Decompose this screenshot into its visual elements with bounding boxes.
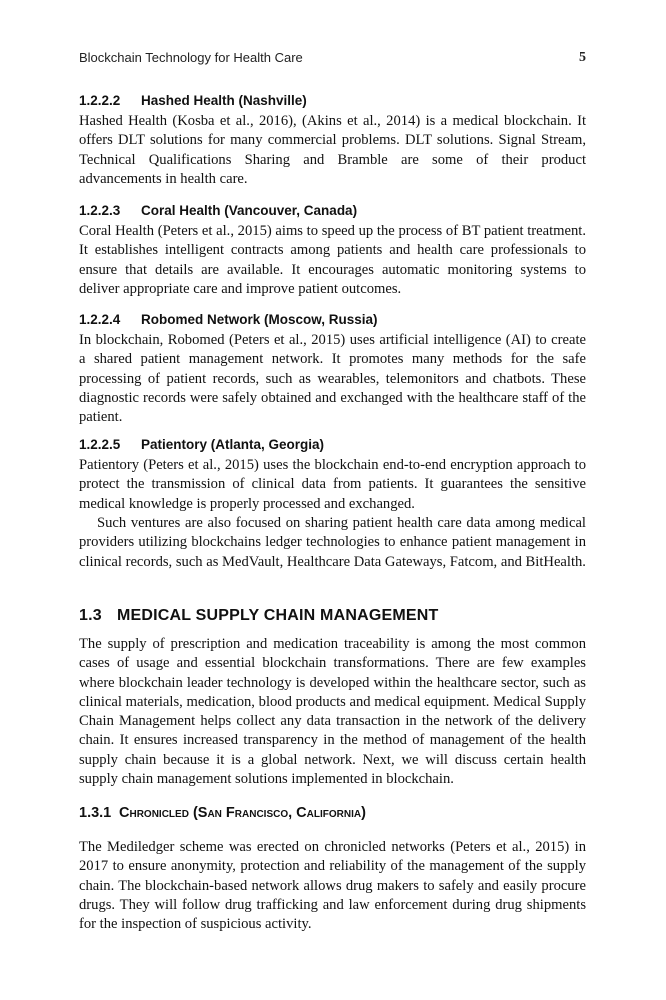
subsection-heading bbox=[79, 805, 366, 821]
section-number: 1.2.2.5 bbox=[79, 437, 121, 452]
section-heading bbox=[79, 93, 307, 108]
section-heading bbox=[79, 312, 378, 327]
section-number: 1.2.2.4 bbox=[79, 312, 121, 327]
section-heading bbox=[79, 437, 324, 452]
section-heading bbox=[79, 203, 357, 218]
page-number: 5 bbox=[579, 50, 586, 65]
section-number: 1.2.2.2 bbox=[79, 93, 121, 108]
paragraph: In blockchain, Robomed (Peters et al., 2015) uses artificial intelligence (AI) to create a shared patient management network. It promotes many methods for the safe processing of patient records, such as wearables, telemonitors and chatbots. These diagnostic records were safely obtained and exchanged with the healthcare staff of the patient. bbox=[79, 332, 586, 426]
paragraph: The Mediledger scheme was erected on chronicled networks (Peters et al., 2015) in 2017 to ensure anonymity, protection and reliability of the management of the supply chain. The blockchain-based network allows drug makers to safely and easily procure drugs. They will follow drug trafficking and law enforcement during drug shipments for the inspection of suspicious activity. bbox=[79, 839, 586, 933]
paragraph: Coral Health (Peters et al., 2015) aims to speed up the process of BT patient treatment. It establishes intelligent contracts among patients and health care professionals to ensure that details are available. It encourages automatic monitoring systems to deliver appropriate care and improve patient outcomes. bbox=[79, 223, 586, 297]
paragraph: The supply of prescription and medication traceability is among the most common cases of usage and essential blockchain transformations. There are few examples where blockchain leader technology is developed within the healthcare sector, such as clinical materials, medication, blood products and medical equipment. Medical Supply Chain Management helps collect any data transaction in the network of the delivery chain. It ensures increased transparency in the method of management of the health supply chain because it is a global network. Next, we will discuss certain health supply chain management solutions implemented in blockchain. bbox=[79, 636, 586, 788]
paragraph: Hashed Health (Kosba et al., 2016), (Akins et al., 2014) is a medical blockchain. It offers DLT solutions for many commercial problems. DLT solutions. Signal Stream, Technical Qualifications Sharing and Bramble are some of their product advancements in health care. bbox=[79, 113, 586, 187]
section-number: 1.3.1 bbox=[79, 805, 112, 821]
section-title: Coral Health (Vancouver, Canada) bbox=[141, 203, 358, 218]
chapter-section-heading bbox=[79, 607, 439, 625]
section-title: Robomed Network (Moscow, Russia) bbox=[141, 312, 378, 327]
paragraph: Such ventures are also focused on sharing patient health care data among medical providers utilizing blockchains ledger technologies to enhance patient management in clinical records, such as MedVault, Healthcare Data Gateways, Fatcom, and BitHealth. bbox=[79, 515, 586, 570]
section-number: 1.3 bbox=[79, 607, 102, 624]
section-title: Chronicled (San Francisco, California) bbox=[119, 805, 366, 821]
running-head bbox=[79, 50, 586, 70]
section-title: MEDICAL SUPPLY CHAIN MANAGEMENT bbox=[117, 607, 439, 624]
section-title: Hashed Health (Nashville) bbox=[141, 93, 307, 108]
running-head-title: Blockchain Technology for Health Care bbox=[79, 50, 303, 65]
paragraph: Patientory (Peters et al., 2015) uses the blockchain end-to-end encryption approach to protect the transmission of clinical data from patients. It guarantees the sensitive medical knowledge is properly processed and exchanged. bbox=[79, 457, 586, 512]
section-number: 1.2.2.3 bbox=[79, 203, 121, 218]
section-title: Patientory (Atlanta, Georgia) bbox=[141, 437, 325, 452]
